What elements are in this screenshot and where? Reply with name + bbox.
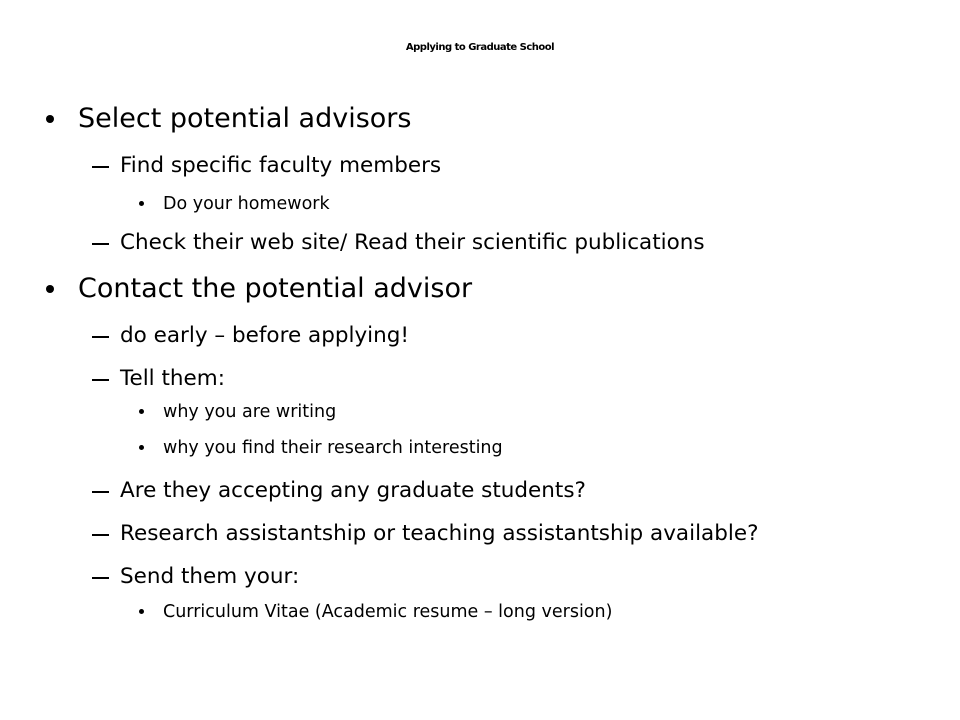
bullet-icon (139, 409, 144, 414)
dash-icon (92, 379, 109, 381)
bullet-item-level3: why you find their research interesting (163, 438, 503, 458)
dash-icon (92, 243, 109, 245)
bullet-item-level2: do early – before applying! (120, 323, 410, 348)
bullet-item-level2: Research assistantship or teaching assistantship available? (120, 521, 759, 546)
bullet-icon (139, 609, 144, 614)
dash-icon (92, 166, 109, 168)
bullet-icon (139, 201, 144, 206)
bullet-item-level3: Do your homework (163, 194, 330, 214)
bullet-icon (46, 285, 54, 293)
bullet-item-level3: Curriculum Vitae (Academic resume – long version) (163, 602, 613, 622)
slide-title: Applying to Graduate School (405, 42, 555, 53)
bullet-item-level2: Check their web site/ Read their scientific publications (120, 230, 705, 255)
bullet-icon (46, 115, 54, 123)
bullet-item-level2: Tell them: (120, 366, 225, 391)
bullet-item-level2: Find specific faculty members (120, 153, 442, 178)
dash-icon (92, 491, 109, 493)
bullet-item-level1: Contact the potential advisor (78, 273, 473, 304)
dash-icon (92, 577, 109, 579)
bullet-item-level2: Are they accepting any graduate students? (120, 478, 586, 503)
bullet-item-level3: why you are writing (163, 402, 337, 422)
bullet-item-level2: Send them your: (120, 564, 300, 589)
bullet-icon (139, 445, 144, 450)
dash-icon (92, 534, 109, 536)
dash-icon (92, 336, 109, 338)
bullet-item-level1: Select potential advisors (78, 103, 412, 134)
